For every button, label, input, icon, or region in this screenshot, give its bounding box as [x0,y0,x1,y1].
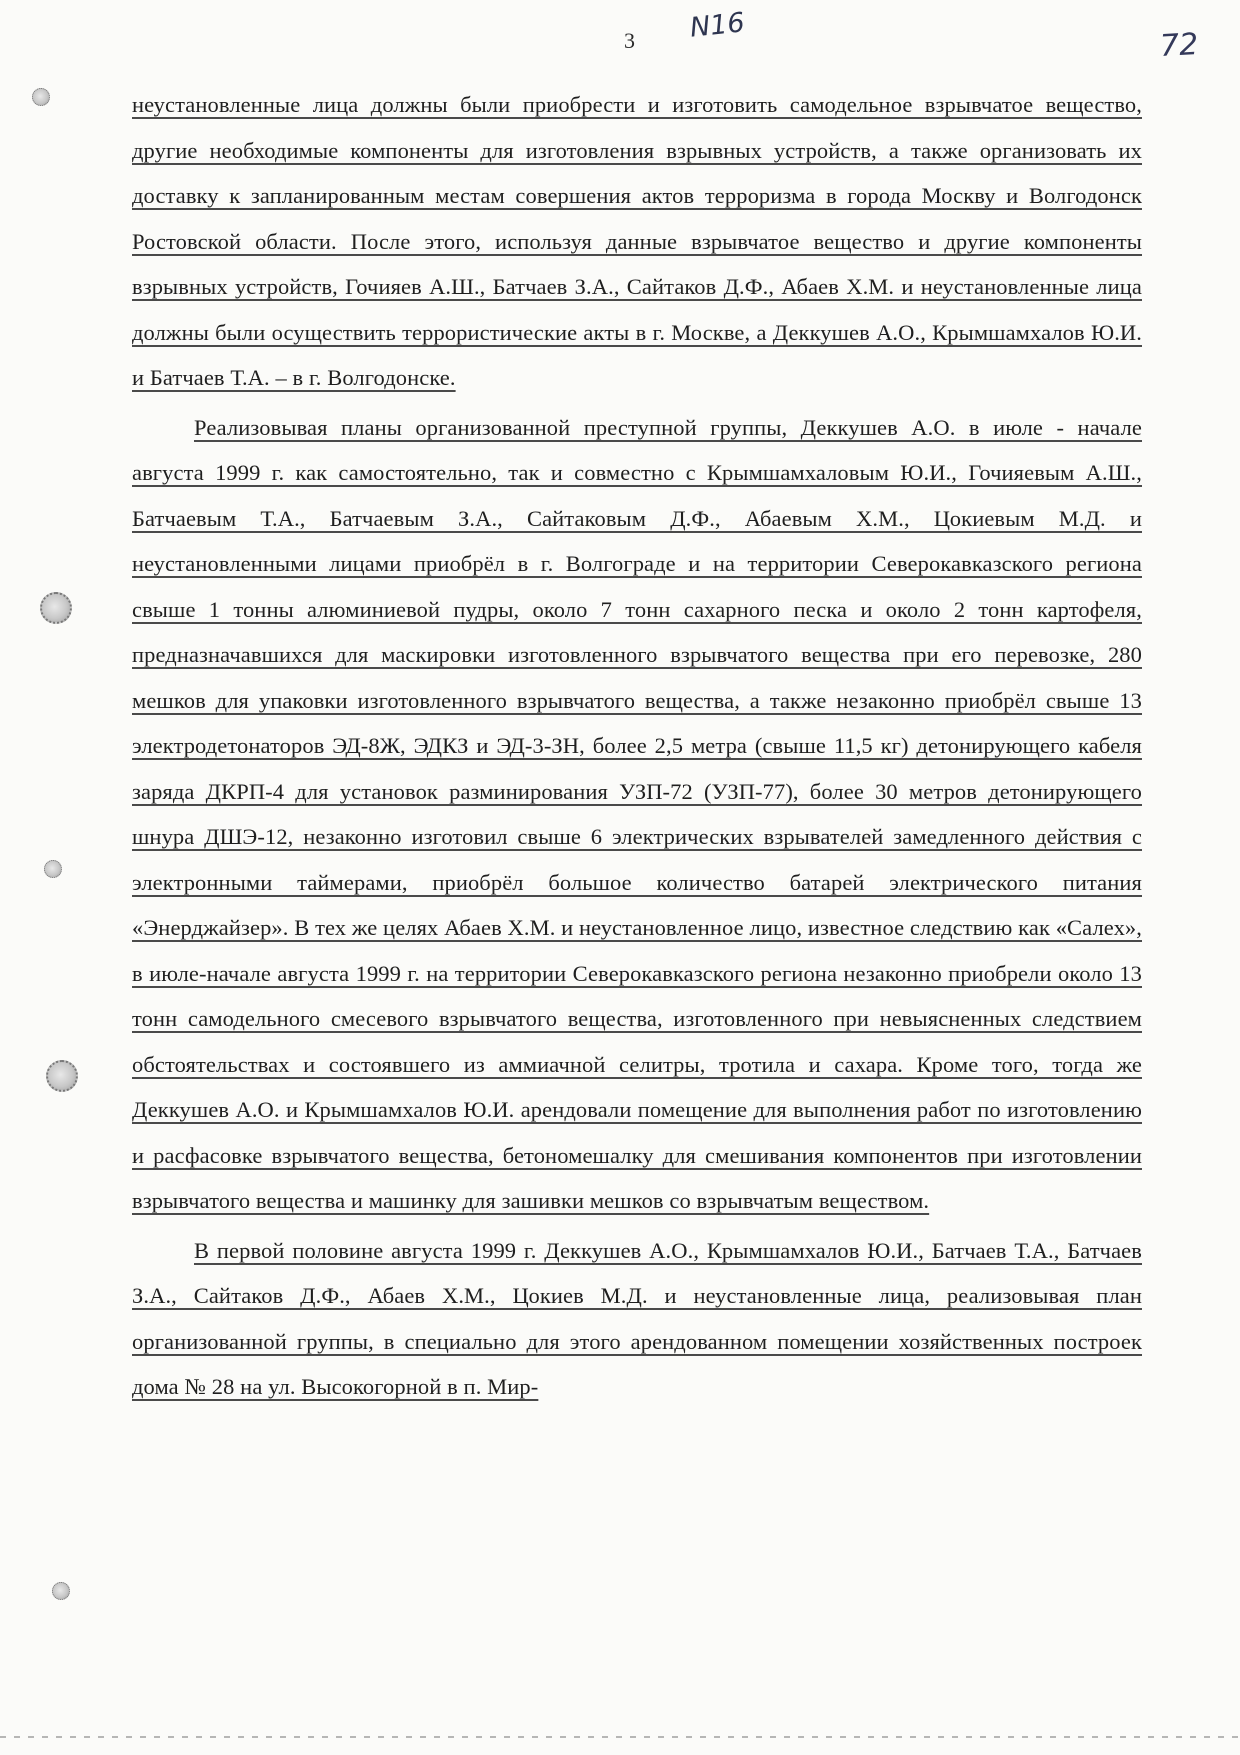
page-number: 3 [624,28,635,53]
binder-hole-lower [46,1060,78,1092]
paragraph-continuation: неустановленные лица должны были приобрести и изготовить самодельное взрывчатое вещество, другие необходимые компоненты для изготовления взрывных устройств, а также организовать их доставку к запланированным местам совершения актов терроризма в города Москву и Волгодонск Ростовской области. После этого, используя данные взрывчатое вещество и другие компоненты взрывных устройств, Гочияев А.Ш., Батчаев З.А., Сайтаков Д.Ф., Абаев Х.М. и неустановленные лица должны были осуществить террористические акты в г. Москве, а Деккушев А.О., Крымшамхалов Ю.И. и Батчаев Т.А. – в г. Волгодонске. [132,92,1142,390]
document-body [132,82,1142,1414]
binder-hole-bottom [52,1582,70,1600]
paragraph-acquisitions: Реализовывая планы организованной преступной группы, Деккушев А.О. в июле - начале августа 1999 г. как самостоятельно, так и совместно с Крымшамхаловым Ю.И., Гочияевым А.Ш., Батчаевым Т.А., Батчаевым З.А., Сайтаковым Д.Ф., Абаевым Х.М., Цокиевым М.Д. и неустановленными лицами приобрёл в г. Волгограде и на территории Северокавказского региона свыше 1 тонны алюминиевой пудры, около 7 тонн сахарного песка и около 2 тонн картофеля, предназначавшихся для маскировки изготовленного взрывчатого вещества при его перевозке, 280 мешков для упаковки изготовленного взрывчатого вещества, а также незаконно приобрёл свыше 13 электродетонаторов ЭД-8Ж, ЭДКЗ и ЭД-3-ЗН, более 2,5 метра (свыше 11,5 кг) детонирующего кабеля заряда ДКРП-4 для установок разминирования УЗП-72 (УЗП-77), более 30 метров детонирующего шнура ДШЭ-12, незаконно изготовил свыше 6 электрических взрывателей замедленного действия с электронными таймерами, приобрёл большое количество батарей электрического питания «Энерджайзер». В тех же целях Абаев Х.М. и неустановленное лицо, известное следствию как «Салех», в июле-начале августа 1999 г. на территории Северокавказского региона незаконно приобрели около 13 тонн самодельного смесевого взрывчатого вещества, изготовленного при невыясненных следствием обстоятельствах и состоявшего из аммиачной селитры, тротила и сахара. Кроме того, тогда же Деккушев А.О. и Крымшамхалов Ю.И. арендовали помещение для выполнения работ по изготовлению и расфасовке взрывчатого вещества, бетономешалку для смешивания компонентов при изготовлении взрывчатого вещества и машинку для зашивки мешков со взрывчатым веществом. [132,414,1142,1213]
handwritten-folio-number: 72 [1159,27,1200,64]
binder-hole-middle [44,860,62,878]
scan-bottom-edge [0,1736,1240,1738]
handwritten-case-mark: N16 [688,7,747,44]
binder-hole-upper [40,592,72,624]
binder-hole-top [32,88,50,106]
paragraph-august-1999: В первой половине августа 1999 г. Деккушев А.О., Крымшамхалов Ю.И., Батчаев Т.А., Батчаев З.А., Сайтаков Д.Ф., Абаев Х.М., Цокиев М.Д. и неустановленные лица, реализовывая план организованной группы, в специально для этого арендованном помещении хозяйственных построек дома № 28 на ул. Высокогорной в п. Мир- [132,1237,1142,1399]
